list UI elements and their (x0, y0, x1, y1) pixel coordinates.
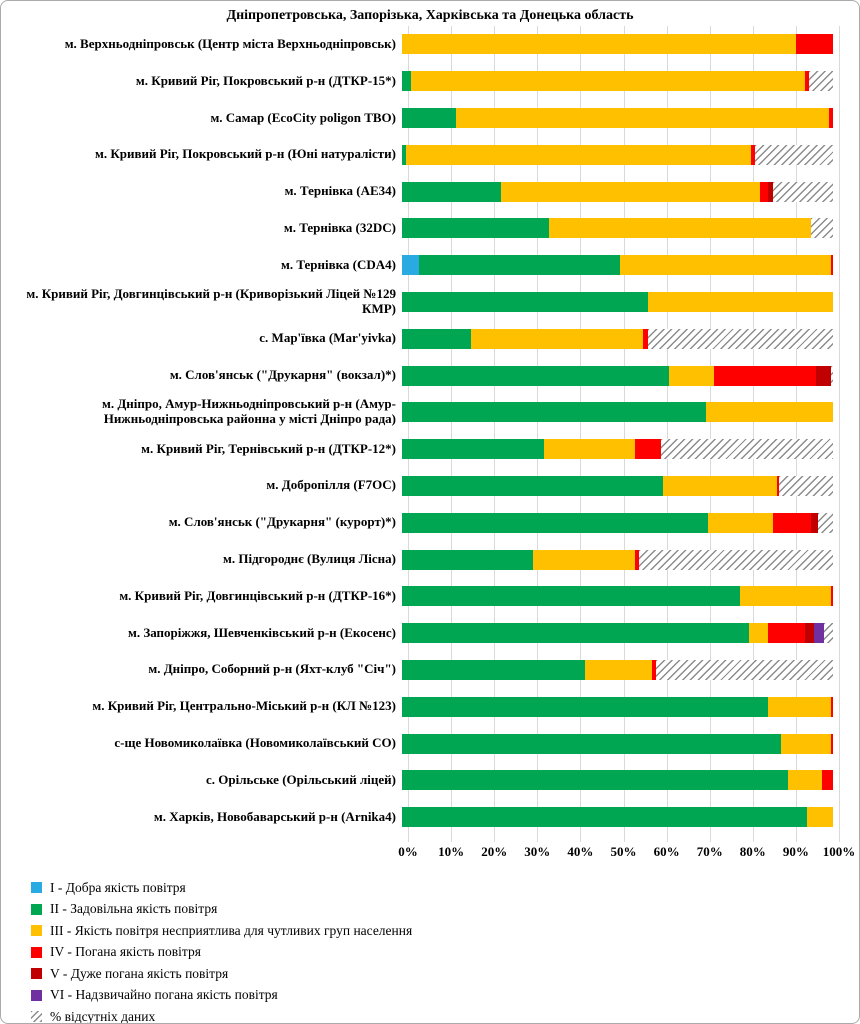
legend-label: I - Добра якість повітря (50, 879, 186, 895)
chart-row (1, 725, 860, 762)
chart-row (1, 652, 860, 689)
legend-item-I (31, 877, 412, 899)
bar-segment-III (544, 439, 635, 459)
bar-track (402, 329, 833, 349)
bar-segment-II (402, 770, 788, 790)
chart-row (1, 210, 860, 247)
bar-segment-III (708, 513, 773, 533)
x-tick-label: 50% (610, 844, 637, 859)
bar-segment-NA (809, 71, 833, 91)
bar-segment-I (402, 255, 419, 275)
bar-track (402, 292, 833, 312)
bar-segment-III (456, 108, 829, 128)
x-tick-label: 80% (739, 844, 766, 859)
row-label: м. Слов'янськ ("Друкарня" (курорт)*) (168, 514, 396, 530)
bar-track (402, 402, 833, 422)
legend-swatch-IV (31, 947, 42, 958)
bar-segment-III (768, 697, 830, 717)
bar-segment-III (663, 476, 777, 496)
x-tick-label: 40% (567, 844, 594, 859)
bar-track (402, 218, 833, 238)
row-label: м. Верхньодніпровськ (Центр міста Верхньодніпровськ) (64, 35, 396, 51)
bar-segment-III (749, 623, 768, 643)
bar-segment-III (549, 218, 812, 238)
x-tick-label: 70% (696, 844, 723, 859)
bar-segment-II (402, 108, 456, 128)
row-label: м. Тернівка (32DC) (283, 219, 396, 235)
bar-track (402, 439, 833, 459)
row-label: м. Дніпро, Соборний р-н (Яхт-клуб "Січ") (148, 661, 396, 677)
chart-row (1, 100, 860, 137)
bar-segment-V (805, 623, 814, 643)
bar-segment-NA (639, 550, 833, 570)
legend-label: % відсутніх даних (50, 1008, 156, 1024)
chart-row (1, 357, 860, 394)
row-label: м. Кривий Ріг, Тернівський р-н (ДТКР-12*) (141, 440, 396, 456)
bar-segment-III (648, 292, 833, 312)
row-label: м. Самар (EcoCity poligon ТВО) (210, 109, 396, 125)
bar-segment-III (411, 71, 805, 91)
bar-segment-III (471, 329, 643, 349)
bar-segment-III (706, 402, 833, 422)
bar-segment-II (402, 292, 648, 312)
chart-row (1, 284, 860, 321)
bar-segment-II (402, 513, 708, 533)
bar-track (402, 34, 833, 54)
bar-segment-II (402, 182, 501, 202)
bar-segment-NA (755, 145, 833, 165)
row-label: м. Підгороднє (Вулиця Лісна) (223, 551, 396, 567)
bar-segment-NA (779, 476, 833, 496)
bar-segment-NA (648, 329, 833, 349)
bar-segment-II (419, 255, 619, 275)
bar-track (402, 697, 833, 717)
x-tick-label: 30% (524, 844, 551, 859)
bar-segment-NA (661, 439, 833, 459)
bar-track (402, 255, 833, 275)
chart-row (1, 762, 860, 799)
bar-segment-V (816, 366, 831, 386)
bar-segment-IV (831, 255, 833, 275)
bar-track (402, 550, 833, 570)
chart-row (1, 173, 860, 210)
legend-item-II (31, 899, 412, 921)
bar-track (402, 108, 833, 128)
bar-segment-III (788, 770, 822, 790)
chart-row (1, 468, 860, 505)
bar-segment-II (402, 366, 669, 386)
legend-item-III (31, 920, 412, 942)
chart-row (1, 431, 860, 468)
chart-row (1, 799, 860, 836)
chart-row (1, 26, 860, 63)
bar-segment-IV (714, 366, 815, 386)
x-tick-label: 20% (481, 844, 508, 859)
bar-segment-II (402, 697, 768, 717)
bar-segment-III (740, 586, 831, 606)
bar-segment-III (781, 734, 831, 754)
bar-segment-II (402, 807, 807, 827)
bar-segment-II (402, 329, 471, 349)
bar-track (402, 807, 833, 827)
legend-swatch-NA (31, 1011, 42, 1022)
chart-row (1, 578, 860, 615)
chart-title: Дніпропетровська, Запорізька, Харківська та Донецька область (226, 8, 634, 23)
bar-segment-VI (814, 623, 825, 643)
bar-track (402, 734, 833, 754)
x-axis (398, 844, 856, 862)
bar-track (402, 182, 833, 202)
legend-item-NA (31, 1006, 412, 1024)
bar-segment-NA (831, 366, 833, 386)
legend-swatch-VI (31, 990, 42, 1001)
bar-segment-IV (831, 586, 833, 606)
bar-segment-III (533, 550, 634, 570)
legend-label: V - Дуже погана якість повітря (50, 965, 229, 981)
bar-segment-NA (824, 623, 833, 643)
chart-row (1, 688, 860, 725)
bar-segment-IV (829, 108, 833, 128)
bar-segment-IV (773, 513, 812, 533)
bar-segment-IV (768, 623, 805, 643)
bar-segment-III (585, 660, 652, 680)
row-label: м. Запоріжжя, Шевченківський р-н (Екосенс) (128, 624, 396, 640)
bar-segment-III (669, 366, 714, 386)
bar-segment-III (501, 182, 760, 202)
bar-segment-NA (811, 218, 833, 238)
bar-track (402, 71, 833, 91)
bar-segment-III (807, 807, 833, 827)
bar-segment-II (402, 71, 411, 91)
row-label: м. Тернівка (CDA4) (280, 256, 396, 272)
row-label: м. Кривий Ріг, Центрально-Міський р-н (КЛ №123) (92, 698, 396, 714)
bar-segment-IV (831, 697, 833, 717)
x-tick-label: 10% (438, 844, 465, 859)
bar-track (402, 476, 833, 496)
legend-label: VI - Надзвичайно погана якість повітря (50, 987, 278, 1003)
chart-row (1, 504, 860, 541)
row-label: м. Дніпро, Амур-Нижньодніпровський р-н (Амур-Нижньодніпровська районна у місті Дніпро рада) (102, 396, 396, 427)
bar-segment-IV (635, 439, 661, 459)
bar-track (402, 623, 833, 643)
bar-segment-III (402, 34, 796, 54)
bar-segment-II (402, 623, 749, 643)
bar-segment-IV (822, 770, 833, 790)
row-label: м. Слов'янськ ("Друкарня" (вокзал)*) (169, 367, 396, 383)
legend-swatch-I (31, 882, 42, 893)
bar-segment-III (406, 145, 751, 165)
bar-track (402, 770, 833, 790)
row-label: м. Кривий Ріг, Покровський р-н (ДТКР-15*) (135, 72, 396, 88)
bar-segment-II (402, 660, 585, 680)
legend-label: II - Задовільна якість повітря (50, 901, 218, 917)
legend-item-VI (31, 985, 412, 1007)
x-tick-label: 90% (782, 844, 809, 859)
row-label: с. Орільське (Орільський ліцей) (205, 771, 396, 787)
bar-segment-III (620, 255, 831, 275)
bar-segment-IV (831, 734, 833, 754)
bar-rows (1, 26, 860, 836)
chart-row (1, 247, 860, 284)
x-tick-label: 60% (653, 844, 680, 859)
bar-track (402, 513, 833, 533)
legend-swatch-III (31, 925, 42, 936)
bar-segment-IV (760, 182, 769, 202)
row-label: с-ще Новомиколаївка (Новомиколаївський СО) (114, 735, 396, 751)
bar-segment-II (402, 734, 781, 754)
bar-segment-II (402, 402, 706, 422)
bar-segment-II (402, 218, 549, 238)
chart-row (1, 541, 860, 578)
legend-swatch-II (31, 904, 42, 915)
bar-segment-NA (656, 660, 833, 680)
bar-segment-II (402, 439, 544, 459)
bar-segment-NA (773, 182, 833, 202)
row-label: м. Кривий Ріг, Покровський р-н (Юні натуралісти) (94, 146, 396, 162)
x-tick-label: 0% (398, 844, 418, 859)
legend-label: IV - Погана якість повітря (50, 944, 201, 960)
row-label: м. Кривий Ріг, Довгинцівський р-н (Криворізький Ліцей №129 КМР) (26, 286, 396, 316)
bar-track (402, 366, 833, 386)
bar-segment-II (402, 550, 533, 570)
row-label: м. Кривий Ріг, Довгинцівський р-н (ДТКР-16*) (119, 587, 396, 603)
legend-item-V (31, 963, 412, 985)
bar-segment-IV (796, 34, 833, 54)
chart-row (1, 320, 860, 357)
chart-row (1, 615, 860, 652)
row-label: с. Мар'ївка (Mar'yivka) (259, 330, 396, 346)
legend-swatch-V (31, 968, 42, 979)
chart-row (1, 394, 860, 431)
row-label: м. Тернівка (AE34) (284, 183, 396, 199)
legend-label: III - Якість повітря несприятлива для чутливих груп населення (50, 922, 413, 938)
bar-track (402, 145, 833, 165)
chart-row (1, 136, 860, 173)
x-tick-label: 100% (822, 844, 856, 859)
bar-segment-II (402, 476, 663, 496)
row-label: м. Добропілля (F7OC) (266, 477, 396, 493)
bar-track (402, 586, 833, 606)
bar-segment-NA (818, 513, 833, 533)
chart-legend (31, 877, 412, 1024)
chart-row (1, 63, 860, 100)
bar-track (402, 660, 833, 680)
legend-item-IV (31, 942, 412, 964)
row-label: м. Харків, Новобаварський р-н (Arnika4) (153, 808, 396, 824)
bar-segment-II (402, 586, 740, 606)
